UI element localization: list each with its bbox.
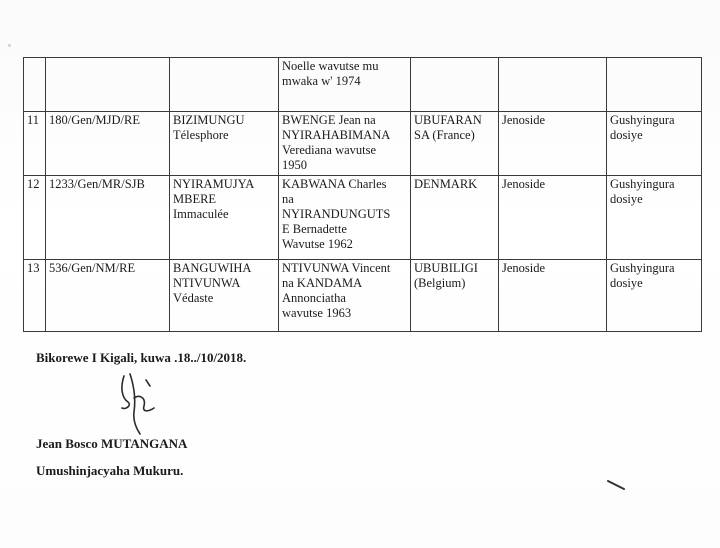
cell-line: NTIVUNWA Vincent: [282, 261, 391, 275]
cell-line: DENMARK: [414, 177, 478, 191]
cell-parents-birth: [279, 260, 411, 332]
case-table-body: [24, 58, 702, 332]
pen-mark: [606, 478, 628, 492]
cell-accused-name: [170, 112, 279, 176]
cell-line: Verediana wavutse: [282, 143, 377, 157]
cell-line: UBUBILIGI: [414, 261, 478, 275]
cell-line: mwaka w' 1974: [282, 74, 361, 88]
cell-line: MBERE: [173, 192, 217, 206]
table-row: [24, 176, 702, 260]
cell-parents-birth: [279, 58, 411, 112]
cell-line: (Belgium): [414, 276, 466, 290]
cell-line: UBUFARAN: [414, 113, 482, 127]
cell-line: dosiye: [610, 192, 643, 206]
cell-decision: [607, 260, 702, 332]
scan-speck: [8, 44, 11, 47]
cell-line: E Bernadette: [282, 222, 347, 236]
cell-number: [24, 58, 46, 112]
cell-line: dosiye: [610, 276, 643, 290]
cell-file-reference: 536/Gen/NM/RE: [46, 260, 170, 332]
cell-line: BWENGE Jean na: [282, 113, 376, 127]
table-row: [24, 260, 702, 332]
cell-line: NTIVUNWA: [173, 276, 241, 290]
place-date: Bikorewe I Kigali, kuwa .18../10/2018.: [36, 350, 247, 365]
cell-decision: [607, 58, 702, 112]
cell-number: 11: [24, 112, 46, 176]
cell-country: [411, 58, 499, 112]
cell-country: [411, 176, 499, 260]
case-table: [23, 57, 702, 332]
cell-accused-name: [170, 260, 279, 332]
cell-line: Télesphore: [173, 128, 229, 142]
cell-line: BIZIMUNGU: [173, 113, 245, 127]
cell-crime: [499, 58, 607, 112]
cell-line: Immaculée: [173, 207, 229, 221]
cell-line: NYIRAMUJYA: [173, 177, 255, 191]
cell-number: 13: [24, 260, 46, 332]
table-row: [24, 112, 702, 176]
cell-line: NYIRANDUNGUTS: [282, 207, 391, 221]
cell-decision: [607, 112, 702, 176]
cell-line: Gushyingura: [610, 113, 675, 127]
cell-line: wavutse 1963: [282, 306, 352, 320]
handwritten-signature: [110, 368, 170, 438]
table-row: [24, 58, 702, 112]
signatory-name: Jean Bosco MUTANGANA: [36, 436, 188, 451]
cell-file-reference: 180/Gen/MJD/RE: [46, 112, 170, 176]
cell-parents-birth: [279, 112, 411, 176]
cell-line: KABWANA Charles: [282, 177, 387, 191]
cell-crime: Jenoside: [499, 112, 607, 176]
cell-accused-name: [170, 58, 279, 112]
cell-line: Noelle wavutse mu: [282, 59, 379, 73]
cell-line: na KANDAMA: [282, 276, 363, 290]
cell-line: 1950: [282, 158, 307, 172]
cell-parents-birth: [279, 176, 411, 260]
cell-accused-name: [170, 176, 279, 260]
cell-line: BANGUWIHA: [173, 261, 252, 275]
cell-line: Annonciatha: [282, 291, 346, 305]
cell-line: dosiye: [610, 128, 643, 142]
signatory-title: Umushinjacyaha Mukuru.: [36, 463, 184, 478]
cell-line: Védaste: [173, 291, 214, 305]
cell-decision: [607, 176, 702, 260]
cell-file-reference: [46, 58, 170, 112]
cell-file-reference: 1233/Gen/MR/SJB: [46, 176, 170, 260]
cell-country: [411, 112, 499, 176]
cell-crime: Jenoside: [499, 260, 607, 332]
cell-line: Wavutse 1962: [282, 237, 353, 251]
cell-line: NYIRAHABIMANA: [282, 128, 391, 142]
cell-line: SA (France): [414, 128, 475, 142]
cell-line: Gushyingura: [610, 261, 675, 275]
cell-line: na: [282, 192, 294, 206]
cell-line: Gushyingura: [610, 177, 675, 191]
cell-crime: Jenoside: [499, 176, 607, 260]
cell-country: [411, 260, 499, 332]
cell-number: 12: [24, 176, 46, 260]
